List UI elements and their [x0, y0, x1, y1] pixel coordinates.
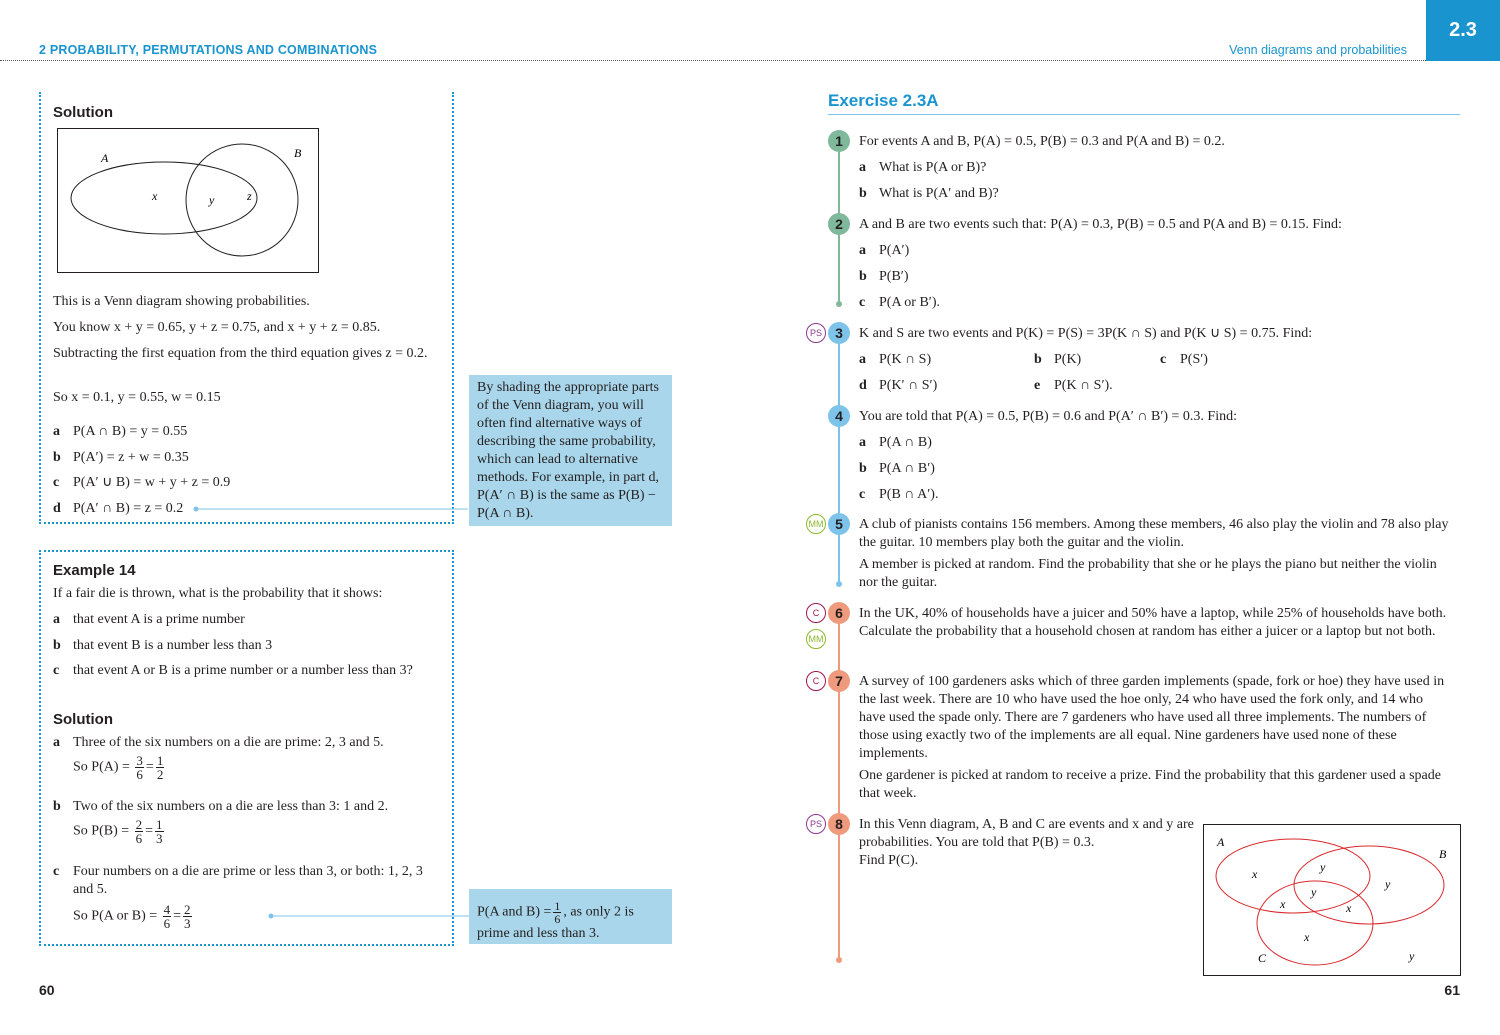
exercise-title: Exercise 2.3A: [828, 91, 939, 110]
venn3-label-c: C: [1258, 951, 1267, 965]
modelling-tag-q6: MM: [806, 629, 826, 649]
question-number-8: 8: [828, 813, 850, 835]
modelling-tag-q5: MM: [806, 514, 826, 534]
q1-stem: For events A and B, P(A) = 0.5, P(B) = 0.3 and P(A and B) = 0.2.: [859, 134, 1225, 149]
blue-guide-end: [836, 581, 842, 587]
venn-circle-a: [71, 162, 257, 234]
venn-label-y: y: [209, 193, 215, 207]
solution-heading: Solution: [53, 104, 113, 121]
venn3-label-b: B: [1439, 847, 1447, 861]
venn-diagram-abc: [1203, 824, 1461, 976]
solution-item-d: d P(A′ ∩ B) = z = 0.2: [53, 501, 184, 516]
example-question: If a fair die is thrown, what is the probability that it shows:: [53, 586, 383, 601]
venn-label-b: B: [294, 146, 302, 160]
venn3-x-a-only: x: [1252, 867, 1258, 881]
venn3-y-ab: y: [1320, 860, 1326, 874]
q2-stem: A and B are two events such that: P(A) = 0.3, P(B) = 0.5 and P(A and B) = 0.15. Find:: [859, 217, 1342, 232]
note-prime-less-than-3: P(A and B) = $\frac{1}{6}$ , as only 2 is prime and less than 3.: [469, 889, 672, 944]
q5-paragraph-1: A club of pianists contains 156 members. Among these members, 46 also play the violin and 78 also play the guitar. 10 members play both the guitar and the violin.: [859, 517, 1449, 550]
q8-paragraph-1: In this Venn diagram, A, B and C are events and x and y are probabilities. You are told that P(B) = 0.3.: [859, 817, 1194, 850]
question-number-5: 5: [828, 513, 850, 535]
venn-frame: [58, 129, 319, 273]
q8-paragraph-2: Find P(C).: [859, 853, 919, 868]
note-alternative-methods: By shading the appropriate parts of the Venn diagram, you will often find alternative ways of describing the same probability, which can lead to alternative methods. For example, in part d, P(A′ ∩ B) is the same as P(B) − P(A ∩ B).: [469, 375, 672, 526]
example-sol-b-result: So P(B) = $\frac{2}{6}$ = $\frac{1}{3}$: [73, 817, 163, 846]
venn3-label-a: A: [1217, 835, 1225, 849]
communication-tag-q6: C: [806, 603, 826, 623]
orange-guide-end: [836, 957, 842, 963]
question-number-3: 3: [828, 322, 850, 344]
venn3-y-outside: y: [1409, 949, 1415, 963]
q4-part-b: b P(A ∩ B′): [859, 461, 935, 476]
venn3-circle-b: [1294, 846, 1444, 924]
q2-part-c: c P(A or B′).: [859, 295, 941, 310]
question-number-6: 6: [828, 602, 850, 624]
q3-stem: K and S are two events and P(K) = P(S) = 3P(K ∩ S) and P(K ∪ S) = 0.75. Find:: [859, 326, 1313, 341]
question-number-1: 1: [828, 130, 850, 152]
solution-item-c: c P(A′ ∪ B) = w + y + z = 0.9: [53, 475, 231, 490]
venn-diagram-ab: [57, 128, 319, 273]
venn3-frame: [1204, 825, 1461, 976]
example-sol-a: a Three of the six numbers on a die are prime: 2, 3 and 5.: [53, 735, 384, 750]
orange-guide-line: [838, 613, 840, 960]
example-solution-heading: Solution: [53, 711, 113, 728]
example-sol-a-result: So P(A) = $\frac{3}{6}$ = $\frac{1}{2}$: [73, 753, 164, 782]
q6-paragraph-1: In the UK, 40% of households have a juicer and 50% have a laptop, while 25% of households have both. Calculate the probability that a household chosen at random has either a juicer or a laptop but not both.: [859, 606, 1447, 639]
note2-connector: [265, 907, 472, 927]
example-part-c: c that event A or B is a prime number or a number less than 3?: [53, 663, 413, 678]
note1-connector: [190, 500, 472, 520]
blue-guide-line: [838, 333, 840, 585]
q4-part-a: a P(A ∩ B): [859, 435, 932, 450]
venn3-y-b-only: y: [1385, 877, 1391, 891]
venn3-y-abc: y: [1311, 885, 1317, 899]
q2-part-b: b P(B′): [859, 269, 909, 284]
venn-circle-b: [186, 144, 298, 256]
q7-paragraph-1: A survey of 100 gardeners asks which of three garden implements (spade, fork or hoe) they have used in the last week. There are 10 who have used the hoe only, 24 who have used the fork only, and 14 who have used the spade only. There are 7 gardeners who have used all three implements. The numbers of those using exactly two of the implements are all equal. Nine gardeners have used none of these implements.: [859, 674, 1445, 761]
problem-solving-tag-q8: PS: [806, 814, 826, 834]
example-sol-b: b Two of the six numbers on a die are less than 3: 1 and 2.: [53, 799, 389, 814]
q3-part-c: c P(S′): [1160, 352, 1208, 367]
section-badge: 2.3: [1426, 0, 1500, 61]
venn3-x-bc: x: [1346, 901, 1352, 915]
example-part-b: b that event B is a number less than 3: [53, 638, 273, 653]
q4-part-c: c P(B ∩ A′).: [859, 487, 939, 502]
q3-part-d: d P(K′ ∩ S′): [859, 378, 938, 393]
q3-part-a: a P(K ∩ S): [859, 352, 932, 367]
solution-item-a: a P(A ∩ B) = y = 0.55: [53, 424, 188, 439]
example-sol-c: c Four numbers on a die are prime or less than 3, or both: 1, 2, 3 and 5.: [53, 864, 423, 897]
q1-part-b: b What is P(A′ and B)?: [859, 186, 999, 201]
q2-part-a: a P(A′): [859, 243, 910, 258]
chapter-title: 2 PROBABILITY, PERMUTATIONS AND COMBINATIONS: [39, 43, 378, 57]
solution-paragraph-4: So x = 0.1, y = 0.55, w = 0.15: [53, 390, 221, 405]
q3-part-b: b P(K): [1034, 352, 1082, 367]
problem-solving-tag-q3: PS: [806, 323, 826, 343]
q5-paragraph-2: A member is picked at random. Find the probability that she or he plays the piano but neither the violin nor the guitar.: [859, 557, 1437, 590]
venn-label-a: A: [101, 151, 109, 165]
page-number-right: 61: [1444, 982, 1460, 998]
exercise-title-rule: [828, 114, 1460, 115]
venn-label-z: z: [247, 189, 252, 203]
question-number-4: 4: [828, 405, 850, 427]
section-title: Venn diagrams and probabilities: [1229, 43, 1407, 57]
example-part-a: a that event A is a prime number: [53, 612, 245, 627]
header-divider: [0, 60, 1426, 61]
venn3-x-c-only: x: [1304, 930, 1310, 944]
q4-stem: You are told that P(A) = 0.5, P(B) = 0.6 and P(A′ ∩ B′) = 0.3. Find:: [859, 409, 1237, 424]
question-number-2: 2: [828, 213, 850, 235]
example-sol-c-result: So P(A or B) = $\frac{4}{6}$ = $\frac{2}{3}$: [73, 902, 191, 931]
solution-paragraph-3: Subtracting the first equation from the third equation gives z = 0.2.: [53, 346, 428, 361]
solution-paragraph-2: You know x + y = 0.65, y + z = 0.75, and x + y + z = 0.85.: [53, 320, 381, 335]
q1-part-a: a What is P(A or B)?: [859, 160, 987, 175]
example-heading: Example 14: [53, 562, 136, 579]
solution-item-b: b P(A′) = z + w = 0.35: [53, 450, 189, 465]
venn-label-x: x: [152, 189, 158, 203]
q3-part-e: e P(K ∩ S′).: [1034, 378, 1113, 393]
solution-paragraph-1: This is a Venn diagram showing probabilities.: [53, 294, 310, 309]
green-guide-end: [836, 301, 842, 307]
communication-tag-q7: C: [806, 671, 826, 691]
q7-paragraph-2: One gardener is picked at random to receive a prize. Find the probability that this gardener used a spade that week.: [859, 768, 1441, 801]
page-number-left: 60: [39, 982, 55, 998]
question-number-7: 7: [828, 670, 850, 692]
venn3-x-ac: x: [1280, 897, 1286, 911]
